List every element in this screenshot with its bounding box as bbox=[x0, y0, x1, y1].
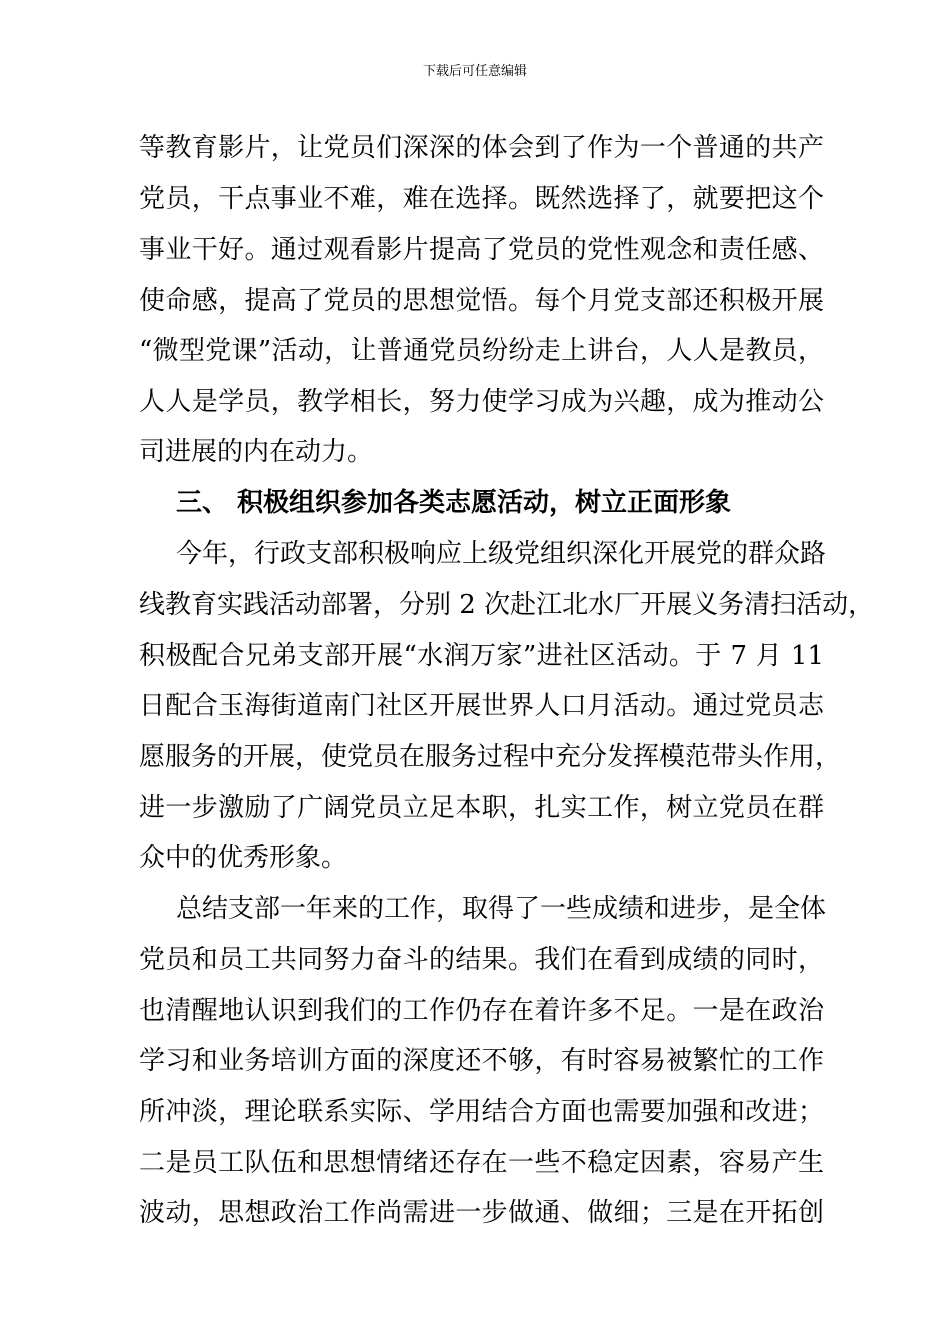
paragraph-line: 今年，行政支部积极响应上级党组织深化开展党的群众路 bbox=[176, 539, 827, 569]
paragraph-line: 波动，思想政治工作尚需进一步做通、做细；三是在开拓创 bbox=[139, 1198, 824, 1228]
paragraph-line: 司进展的内在动力。 bbox=[139, 437, 374, 467]
paragraph-line: 二是员工队伍和思想情绪还存在一些不稳定因素，容易产生 bbox=[139, 1148, 824, 1178]
paragraph-line: 愿服务的开展，使党员在服务过程中充分发挥模范带头作用， bbox=[139, 742, 842, 772]
paragraph-line: 线教育实践活动部署，分别 2 次赴江北水厂开展义务清扫活动， bbox=[139, 590, 875, 620]
paragraph-line: 事业干好。通过观看影片提高了党员的党性观念和责任感、 bbox=[139, 235, 824, 265]
paragraph-line: 进一步激励了广阔党员立足本职，扎实工作，树立党员在群 bbox=[139, 793, 824, 823]
paragraph-line: 日配合玉海街道南门社区开展世界人口月活动。通过党员志 bbox=[139, 691, 824, 721]
paragraph-line: 等教育影片，让党员们深深的体会到了作为一个普通的共产 bbox=[139, 133, 824, 163]
paragraph-line: 学习和业务培训方面的深度还不够，有时容易被繁忙的工作 bbox=[139, 1046, 824, 1076]
paragraph-line: 众中的优秀形象。 bbox=[139, 843, 348, 873]
section-heading: 三、 积极组织参加各类志愿活动，树立正面形象 bbox=[176, 488, 732, 518]
paragraph-line: 人人是学员，教学相长，努力使学习成为兴趣，成为推动公 bbox=[139, 387, 824, 417]
paragraph-line: “微型党课”活动，让普通党员纷纷走上讲台，人人是教员， bbox=[139, 336, 824, 366]
paragraph-line: 积极配合兄弟支部开展“水润万家”进社区活动。于 7 月 11 bbox=[139, 641, 824, 671]
paragraph-line: 总结支部一年来的工作，取得了一些成绩和进步，是全体 bbox=[176, 894, 827, 924]
paragraph-line: 党员和员工共同努力奋斗的结果。我们在看到成绩的同时， bbox=[139, 945, 824, 975]
paragraph-line: 也清醒地认识到我们的工作仍存在着许多不足。一是在政治 bbox=[139, 996, 824, 1026]
page-header-note: 下载后可任意编辑 bbox=[422, 64, 527, 79]
paragraph-line: 党员，干点事业不难，难在选择。既然选择了，就要把这个 bbox=[139, 184, 824, 214]
paragraph-line: 使命感，提高了党员的思想觉悟。每个月党支部还积极开展 bbox=[139, 286, 824, 316]
paragraph-line: 所冲淡，理论联系实际、学用结合方面也需要加强和改进； bbox=[139, 1097, 824, 1127]
